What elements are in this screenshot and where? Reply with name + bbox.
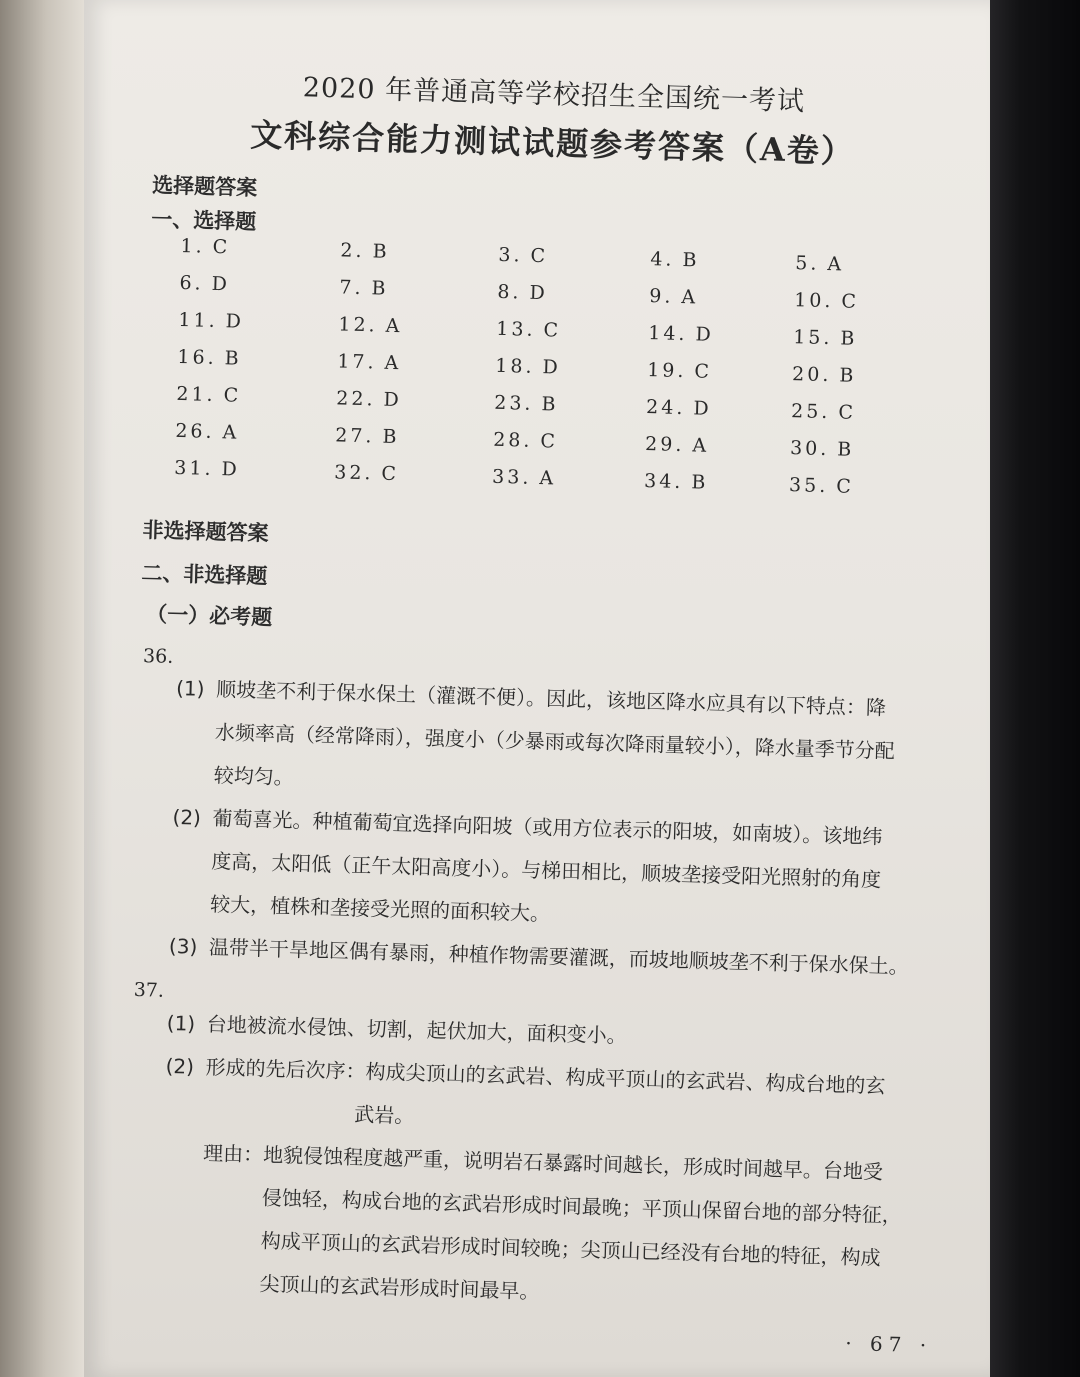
q36-part3-label: (3) — [168, 933, 198, 959]
answer-letter: C — [223, 384, 242, 407]
q36-part1 — [173, 667, 936, 817]
mc-answer-item — [176, 383, 241, 407]
question-number: 23. — [493, 391, 534, 415]
mc-answer-item — [648, 322, 714, 346]
q36-part2-label: (2) — [172, 804, 202, 830]
mc-answer-item — [178, 309, 244, 333]
mc-answer-item — [647, 359, 712, 383]
answer-letter: D — [225, 310, 245, 333]
q37-part1-label: (1) — [166, 1010, 196, 1036]
answer-letter: D — [529, 281, 549, 305]
question-number: 17. — [337, 350, 377, 374]
answer-letter: D — [383, 388, 403, 412]
mc-answer-item — [175, 420, 240, 444]
answer-letter: B — [382, 425, 400, 449]
question-number: 27. — [335, 424, 375, 448]
question-number: 5. — [794, 252, 820, 275]
q36-part2-line1: 葡萄喜光。种植葡萄宜选择向阳坡（或用方位表示的阳坡，如南坡）。该地纬 — [212, 806, 883, 849]
answer-letter: D — [211, 272, 231, 296]
question-number: 21. — [176, 382, 216, 406]
answer-letter: A — [681, 285, 699, 309]
answer-letter: B — [541, 393, 559, 416]
answer-letter: B — [840, 327, 858, 350]
question-number: 30. — [789, 437, 830, 461]
question-number: 22. — [336, 387, 376, 411]
question-number: 12. — [338, 313, 378, 337]
q37-reason-line1: 地貌侵蚀程度越严重，说明岩石暴露时间越长，形成时间越早。台地受 — [262, 1142, 884, 1184]
question-number: 7. — [339, 276, 364, 300]
q37-reason-line4: 尖顶山的玄武岩形成时间最早。 — [259, 1271, 540, 1304]
mc-answer-item — [498, 244, 548, 267]
q36-part1-line1: 顺坡垄不利于保水保土（灌溉不便）。因此，该地区降水应具有以下特点：降 — [215, 677, 887, 720]
mc-answer-item — [334, 461, 399, 485]
q37-reason-line2: 侵蚀轻，构成台地的玄武岩形成时间最晚；平顶山保留台地的部分特征， — [261, 1185, 903, 1228]
answer-letter: C — [694, 360, 713, 383]
mc-answer-item — [177, 346, 242, 370]
mc-answer-item — [649, 285, 698, 308]
question-number: 31. — [174, 456, 214, 480]
question-number: 29. — [644, 433, 685, 457]
mc-answer-item — [179, 272, 230, 295]
q36-part2-line2: 度高，太阳低（正午太阳高度小）。与梯田相比，顺坡垄接受阳光照射的角度 — [211, 849, 882, 892]
answer-letter: A — [384, 351, 402, 375]
answer-letter: C — [381, 462, 400, 486]
mc-answer-item — [493, 429, 558, 453]
answer-letter: C — [543, 319, 562, 342]
mc-answer-grid — [174, 235, 881, 513]
q37-part1-line1: 台地被流水侵蚀、切割，起伏加大，面积变小。 — [206, 1011, 627, 1048]
q36-part1-line2: 水频率高（经常降雨），强度小（少暴雨或每次降雨量较小），降水量季节分配 — [214, 720, 896, 764]
mc-answer-item — [495, 355, 561, 379]
answer-letter: B — [839, 364, 857, 387]
answer-letter: B — [371, 277, 389, 300]
exam-title: 2020 年普通高等学校招生全国统一考试 — [302, 72, 806, 118]
answer-page — [84, 0, 990, 1377]
essay-subheading: 二、非选择题 — [141, 560, 268, 589]
essay-heading: 非选择题答案 — [142, 518, 269, 546]
q37-part2-label: (2) — [165, 1053, 195, 1079]
question-number: 6. — [179, 271, 204, 295]
mc-answer-item — [337, 350, 402, 374]
question-number: 24. — [645, 396, 686, 420]
answer-letter: B — [372, 240, 390, 263]
question-number: 20. — [791, 363, 832, 387]
question-number: 1. — [180, 234, 205, 258]
mc-answer-item — [496, 318, 561, 342]
answer-letter: D — [695, 323, 715, 346]
answer-letter: A — [539, 467, 557, 490]
mc-answer-item — [790, 437, 855, 461]
question-number: 18. — [495, 354, 535, 378]
question-number: 14. — [647, 322, 688, 346]
answer-letter: D — [221, 458, 241, 481]
q37-reason — [199, 1132, 924, 1324]
mc-answer-item — [650, 248, 700, 271]
question-number: 28. — [492, 428, 533, 452]
answer-letter: C — [530, 244, 549, 268]
q36-part1-line3: 较均匀。 — [213, 763, 295, 790]
answer-letter: C — [212, 235, 231, 259]
question-number: 3. — [498, 243, 523, 267]
answer-letter: A — [222, 421, 240, 444]
page-content — [65, 0, 1009, 1377]
mc-answer-item — [644, 470, 709, 494]
q37-part2-line1: 形成的先后次序：构成尖顶山的玄武岩、构成平顶山的玄武岩、构成台地的玄 — [205, 1054, 886, 1098]
answer-letter: A — [692, 434, 710, 457]
mc-answer-item — [338, 313, 403, 337]
mc-answer-item — [795, 252, 844, 275]
answer-letter: D — [542, 356, 562, 379]
answer-letter: C — [838, 401, 857, 424]
mc-answer-item — [174, 457, 240, 481]
mc-answer-item — [794, 289, 859, 313]
mc-answer-item — [492, 466, 557, 490]
question-number: 15. — [792, 326, 833, 350]
question-number: 9. — [649, 285, 674, 308]
mc-answer-item — [646, 396, 712, 420]
q36-part1-label: (1) — [175, 676, 205, 701]
mc-answer-item — [791, 400, 856, 424]
mc-answer-item — [789, 474, 854, 498]
question-37-number: 37. — [133, 978, 165, 1002]
question-number: 19. — [646, 359, 687, 383]
answer-letter: C — [841, 290, 860, 313]
question-number: 13. — [496, 317, 536, 341]
answer-letter: B — [682, 248, 700, 272]
question-number: 8. — [497, 280, 522, 304]
question-number: 10. — [793, 289, 834, 313]
question-number: 2. — [340, 239, 365, 263]
answer-letter: C — [835, 475, 855, 498]
q37-reason-line3: 构成平顶山的玄武岩形成时间较晚；尖顶山已经没有台地的特征，构成 — [260, 1228, 881, 1270]
mc-answer-item — [645, 433, 710, 457]
mc-answer-item — [340, 239, 390, 262]
mc-heading: 选择题答案 — [151, 173, 258, 201]
mc-answer-item — [335, 424, 400, 448]
answer-letter: A — [385, 314, 403, 338]
mc-answer-item — [339, 276, 389, 299]
mc-answer-item — [494, 392, 559, 416]
q37-reason-label: 理由： — [202, 1140, 264, 1167]
answer-letter: B — [691, 471, 709, 494]
question-number: 33. — [491, 465, 532, 489]
question-number: 32. — [333, 461, 374, 485]
answer-letter: D — [693, 397, 712, 420]
answer-letter: B — [837, 438, 855, 461]
question-number: 34. — [643, 469, 684, 494]
page-number: · 67 · — [844, 1330, 933, 1358]
answer-letter: A — [827, 253, 845, 276]
question-number: 35. — [788, 474, 829, 498]
q37-part2-line2: 武岩。 — [354, 1102, 415, 1128]
mc-answer-item — [792, 363, 857, 387]
mc-answer-item — [336, 387, 402, 411]
q36-part3-line1: 温带半干旱地区偶有暴雨，种植作物需要灌溉，而坡地顺坡垄不利于保水保土。 — [208, 935, 910, 979]
mc-answer-item — [497, 281, 548, 304]
question-number: 4. — [650, 248, 675, 271]
question-number: 16. — [177, 345, 217, 370]
mc-subheading: 一、选择题 — [150, 207, 257, 235]
question-number: 11. — [178, 308, 218, 333]
required-questions-heading: （一）必考题 — [145, 602, 273, 630]
q36-part2-line3: 较大，植株和垄接受光照的面积较大。 — [209, 892, 551, 926]
question-number: 26. — [175, 419, 215, 443]
answer-letter: C — [540, 430, 559, 453]
mc-answer-item — [180, 235, 230, 258]
q36-part2 — [170, 796, 933, 946]
answer-key-title: 文科综合能力测试试题参考答案（A卷） — [249, 115, 856, 171]
answer-letter: B — [224, 347, 242, 370]
question-number: 25. — [790, 400, 831, 424]
mc-answer-item — [793, 326, 858, 350]
question-36-number: 36. — [142, 645, 174, 668]
